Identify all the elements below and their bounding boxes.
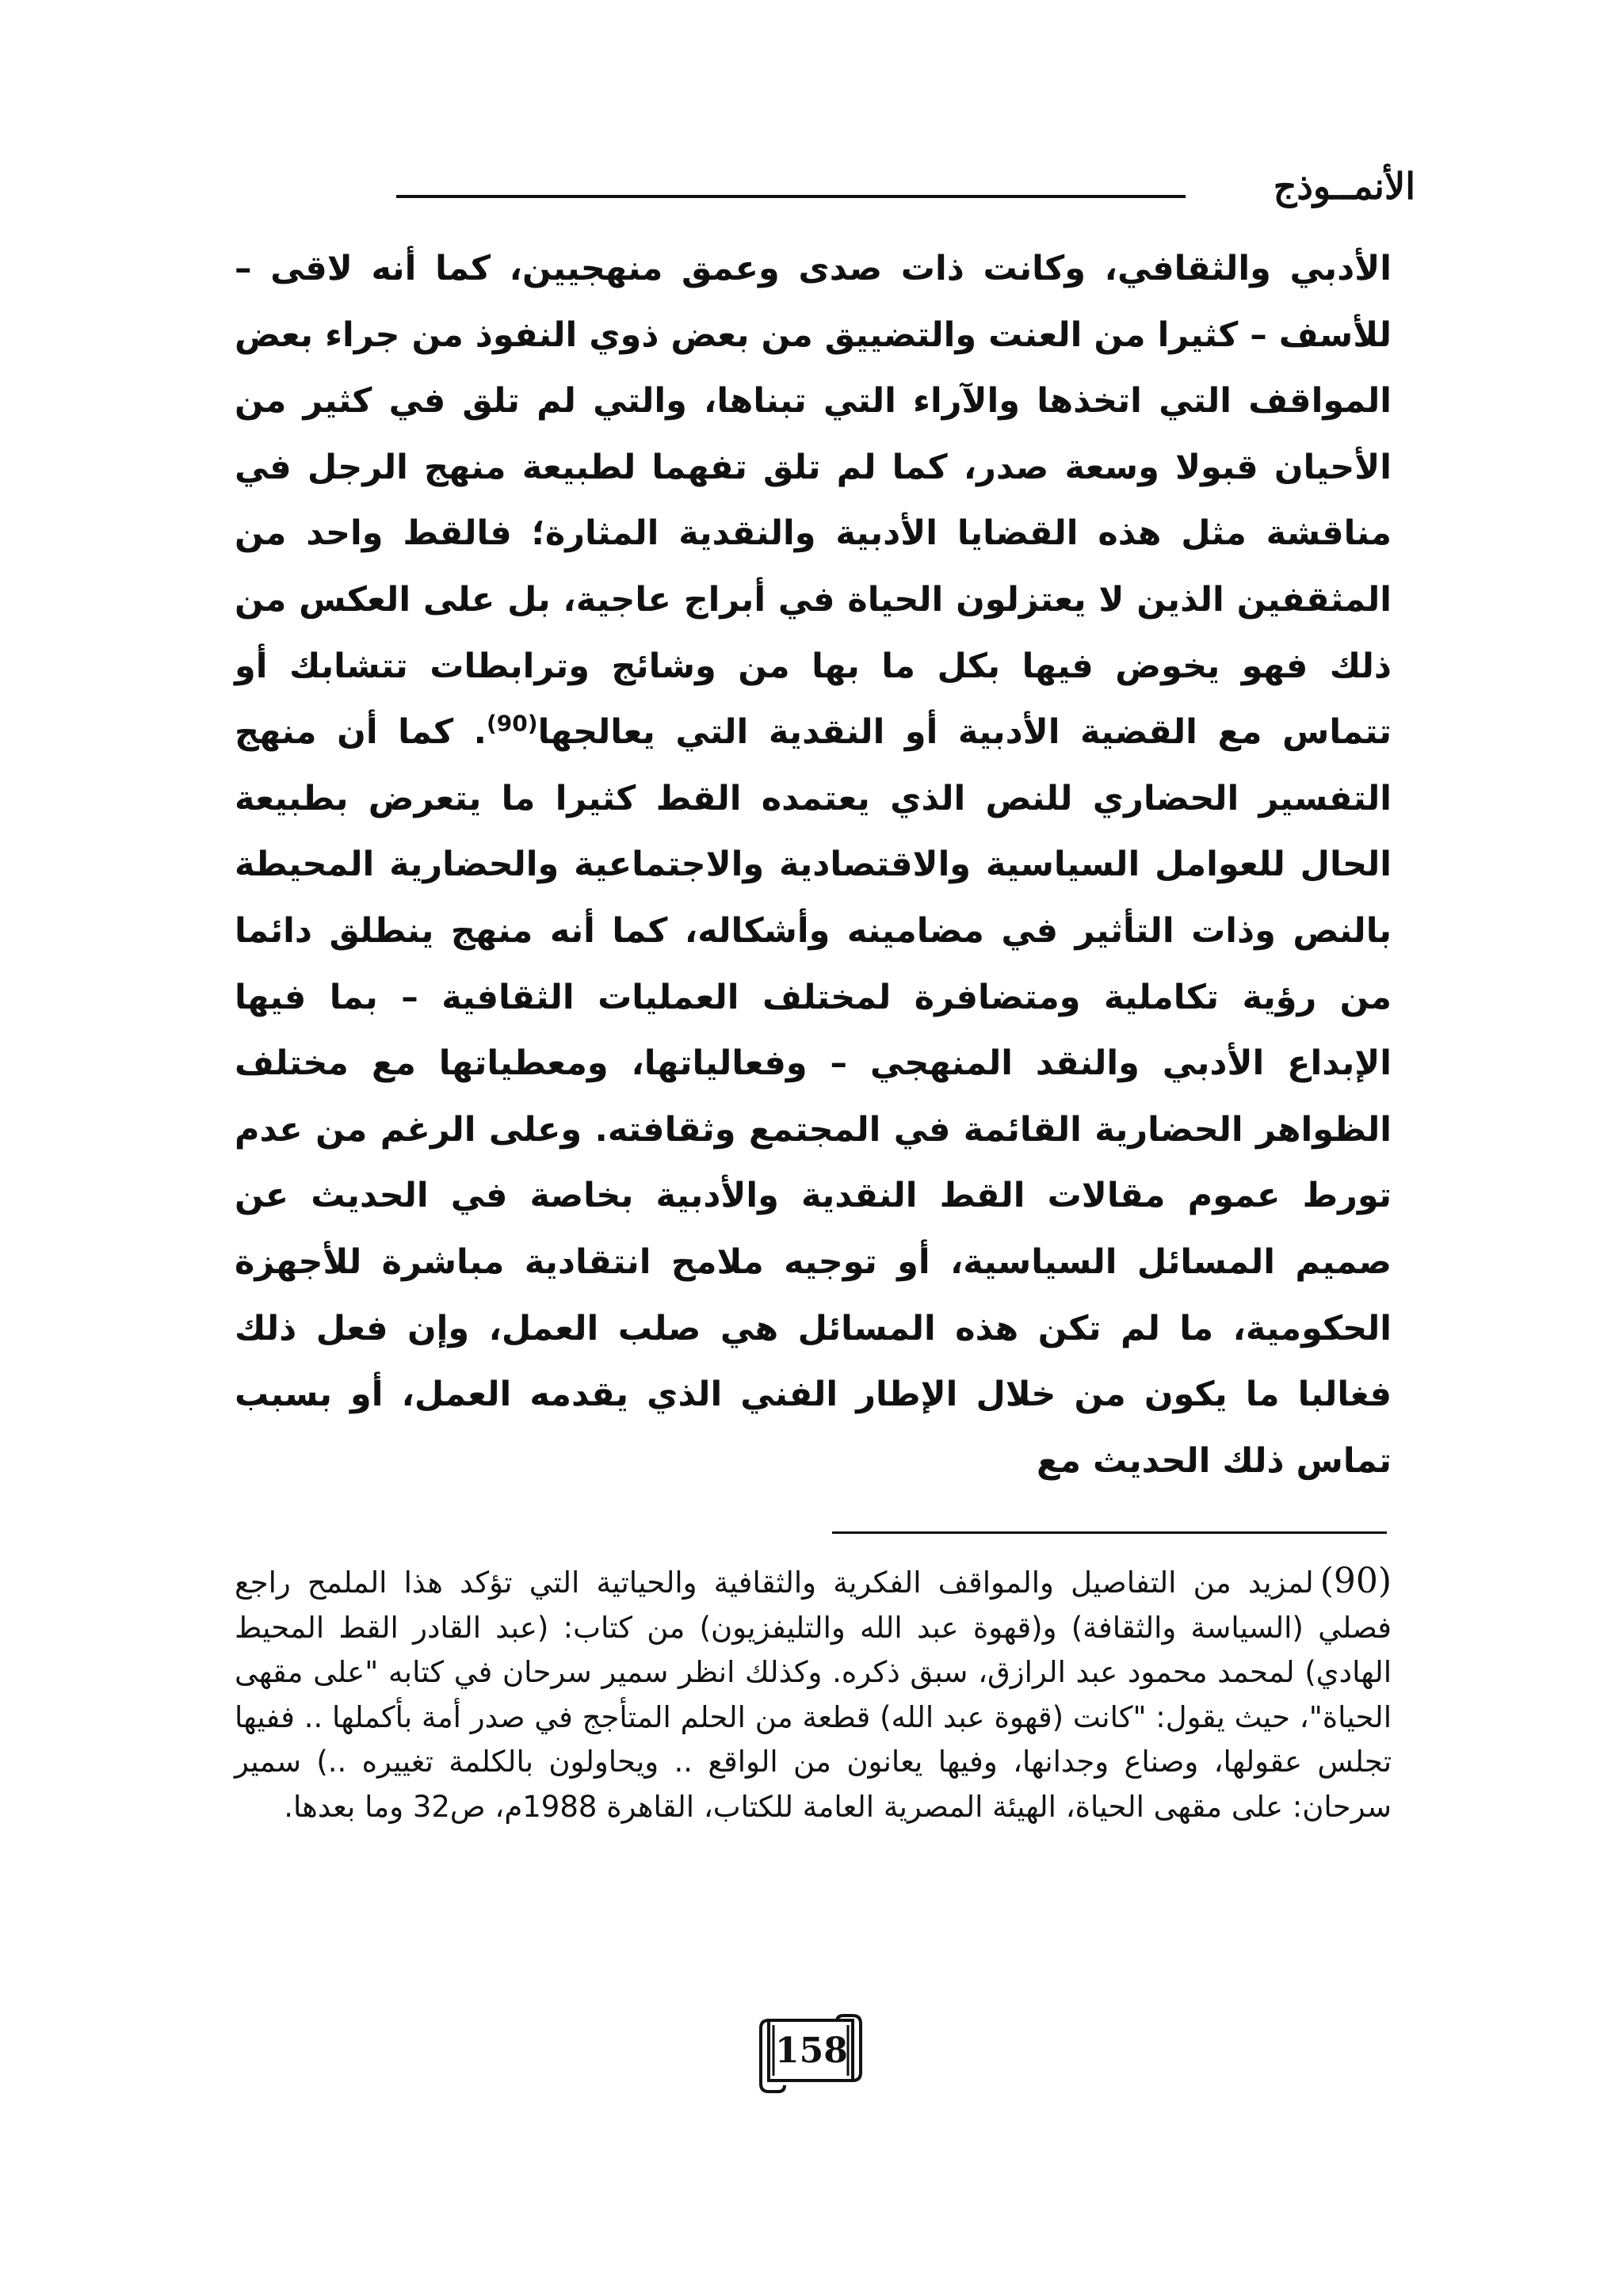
footnote-text: لمزيد من التفاصيل والمواقف الفكرية والثقافية والحياتية التي تؤكد هذا الملمح راجع فصلي (السياسة والثقافة) و(قهوة عبد الله والتليفزيون) من كتاب: (عبد القادر القط المحيط الهادي) لمحمد محمود عبد الرازق، سبق ذكره. وكذلك انظر سمير سرحان في كتابه "على مقهى الحياة"، حيث يقول: "كانت (قهوة عبد الله) قطعة من الحلم المتأجج في صدر أمة بأكملها .. ففيها تجلس عقولها، وصناع وجدانها، وفيها يعانون من الواقع .. ويحاولون بالكلمة تغييره ..) سمير سرحان: على مقهى الحياة، الهيئة المصرية العامة للكتاب، القاهرة 1988م، ص32 وما بعدها. [235, 1566, 1392, 1824]
header-rule [396, 195, 1186, 198]
running-header [396, 158, 1415, 222]
body-text-after-ref: . كما أن منهج التفسير الحضاري للنص الذي يعتمده القط كثيرا ما يتعرض بطبيعة الحال للعوامل السياسية والاقتصادية والاجتماعية والحضارية المحيطة بالنص وذات التأثير في مضامينه وأشكاله، كما أنه منهج ينطلق دائما من رؤية تكاملية ومتضافرة لمختلف العمليات الثقافية – بما فيها الإبداع الأدبي والنقد المنهجي – وفعالياتها، ومعطياتها مع مختلف الظواهر الحضارية القائمة في المجتمع وثقافته. وعلى الرغم من عدم تورط عموم مقالات القط النقدية والأدبية بخاصة في الحديث عن صميم المسائل السياسية، أو توجيه ملامح انتقادية مباشرة للأجهزة الحكومية، ما لم تكن هذه المسائل هي صلب العمل، وإن فعل ذلك فغالبا ما يكون من خلال الإطار الفني الذي يقدمه العمل، أو بسبب تماس ذلك الحديث مع [235, 712, 1392, 1481]
running-header-title: الأنمــوذج [1273, 165, 1415, 208]
footnote-number: (90) [1319, 1561, 1392, 1601]
body-text-before-ref: الأدبي والثقافي، وكانت ذات صدى وعمق منهجيين، كما أنه لاقى – للأسف – كثيرا من العنت والتضييق من بعض ذوي النفوذ من جراء بعض المواقف التي اتخذها والآراء التي تبناها، والتي لم تلق في كثير من الأحيان قبولا وسعة صدر، كما لم تلق تفهما لطبيعة منهج الرجل في مناقشة مثل هذه القضايا الأدبية والنقدية المثارة؛ فالقط واحد من المثقفين الذين لا يعتزلون الحياة في أبراج عاجية، بل على العكس من ذلك فهو يخوض فيها بكل ما بها من وشائج وترابطات تتشابك أو تتماس مع القضية الأدبية أو النقدية التي يعالجها [235, 249, 1392, 753]
page-number-scroll-badge [758, 2012, 864, 2096]
footnote [235, 1559, 1392, 1829]
footnote-separator [832, 1531, 1387, 1534]
page-number: 158 [775, 2031, 848, 2071]
footnote-reference[interactable]: (90) [487, 710, 538, 737]
body-paragraph [235, 236, 1392, 1494]
